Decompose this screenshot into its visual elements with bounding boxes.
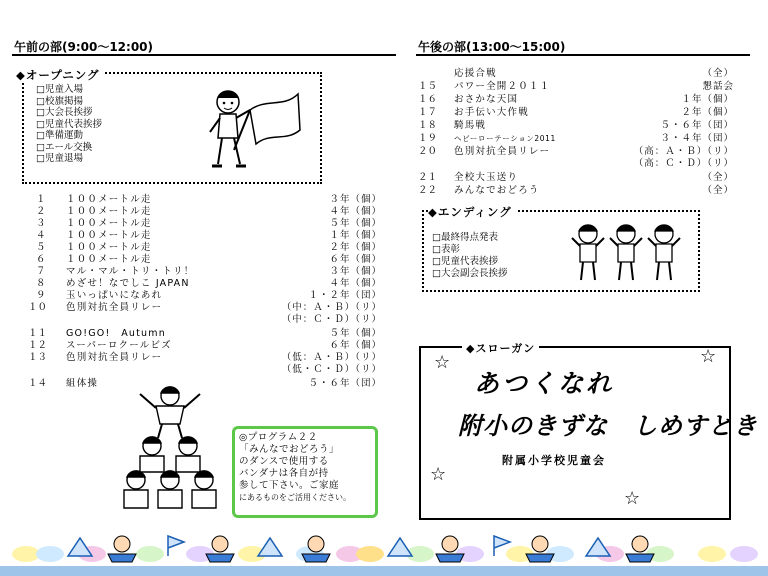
- afternoon-program: [418, 68, 734, 198]
- star-icon: ☆: [430, 464, 447, 485]
- dance-bandana-note: [232, 426, 378, 518]
- program-row: １９ ヘビーローテーション2011 ３・４年（団）: [418, 133, 734, 144]
- ending-item: □表彰: [432, 244, 460, 255]
- program-row: ４ １００メートル走 １年（個）: [36, 230, 382, 241]
- opening-item: □児童退場: [36, 153, 83, 164]
- morning-program: [28, 194, 382, 394]
- program-row: １４ 組体操 ５・６年（団）: [28, 378, 382, 389]
- program-row: ５ １００メートル走 ２年（個）: [36, 242, 382, 253]
- opening-item: □大会長挨拶: [36, 107, 93, 118]
- note-line: のダンスで使用する: [239, 456, 329, 467]
- slogan-author: 附属小学校児童会: [502, 454, 606, 467]
- opening-item: □準備運動: [36, 130, 83, 141]
- slogan-line-2: 附小のきずな しめすとき: [458, 411, 758, 440]
- opening-item: □児童代表挨拶: [36, 118, 102, 130]
- program-row: ２１ 全校大玉送り （全）: [418, 172, 734, 183]
- note-line: 参して下さい。ご家庭: [239, 480, 340, 491]
- ending-item: □最終得点発表: [432, 232, 498, 243]
- star-icon: ☆: [434, 352, 451, 373]
- star-icon: ☆: [700, 346, 717, 367]
- bottom-decoration: [0, 526, 768, 566]
- afternoon-header-rule: [416, 54, 750, 56]
- note-line: バンダナは各自が持: [239, 468, 329, 479]
- program-row: １ １００メートル走 ３年（個）: [36, 194, 382, 205]
- ending-item: □大会副会長挨拶: [432, 268, 508, 279]
- program-row: ２ １００メートル走 ４年（個）: [36, 206, 382, 217]
- note-line: にあるものをご活用ください。: [239, 493, 351, 502]
- slogan-line-1: あつくなれ: [474, 369, 615, 398]
- opening-item: □校旗掲揚: [36, 95, 83, 107]
- morning-header-rule: [12, 54, 396, 56]
- program-row: ２２ みんなでおどろう （全）: [418, 185, 734, 196]
- program-row: １１ GO!GO! Autumn ５年（個）: [28, 328, 382, 339]
- program-row: １３ 色別対抗全員リレー （低：Ａ・Ｂ）（リ）: [28, 352, 382, 363]
- program-row: ７ マル・マル・トリ・トリ！ ３年（個）: [36, 266, 382, 277]
- program-row: ６ １００メートル走 ６年（個）: [36, 254, 382, 265]
- slogan-title: ◆スローガン: [462, 340, 539, 356]
- note-line: 「みんなでおどろう」: [239, 444, 340, 455]
- dancing-kids-illustration: [568, 220, 688, 286]
- ending-list: [432, 232, 507, 280]
- opening-item: □エール交換: [36, 141, 93, 153]
- morning-header: 午前の部(9:00〜12:00): [14, 40, 154, 54]
- star-icon: ☆: [624, 488, 641, 509]
- program-row: １８ 騎馬戦 ５・６年（団）: [418, 120, 734, 131]
- note-line: ◎プログラム２２: [239, 432, 318, 443]
- opening-list: [36, 84, 102, 165]
- bottom-bar: [0, 566, 768, 576]
- program-row: （低・Ｃ・Ｄ）（リ）: [281, 364, 382, 375]
- program-row: １６ おさかな天国 １年（個）: [418, 94, 734, 105]
- flag-child-illustration: [206, 80, 306, 174]
- human-pyramid-illustration: [120, 384, 220, 514]
- program-row: ２０ 色別対抗全員リレー （高：Ａ・Ｂ）（リ）: [418, 146, 734, 157]
- program-row: ８ めざせ！なでしこ JAPAN ４年（個）: [36, 278, 382, 289]
- program-row: ３ １００メートル走 ５年（個）: [36, 218, 382, 229]
- program-row: １２ スーパーロクールビズ ６年（個）: [28, 340, 382, 351]
- program-row: ９ 玉いっぱいになあれ １・２年（団）: [36, 290, 382, 301]
- opening-title: ◆オープニング: [16, 67, 103, 83]
- program-row: 応援合戦 （全）: [454, 68, 734, 79]
- ending-item: □児童代表挨拶: [432, 256, 498, 267]
- program-row: １７ お手伝い大作戦 ２年（個）: [418, 107, 734, 118]
- afternoon-header: 午後の部(13:00〜15:00): [418, 40, 566, 54]
- program-row: （中：Ｃ・Ｄ）（リ）: [281, 314, 382, 325]
- program-row: １５ パワー全開２０１１ 懇話会: [418, 81, 734, 92]
- ending-title: ◆エンディング: [428, 204, 516, 220]
- opening-item: □児童入場: [36, 84, 83, 95]
- program-row: １０ 色別対抗全員リレー （中：Ａ・Ｂ）（リ）: [28, 302, 382, 313]
- program-row: （高：Ｃ・Ｄ）（リ）: [633, 158, 734, 169]
